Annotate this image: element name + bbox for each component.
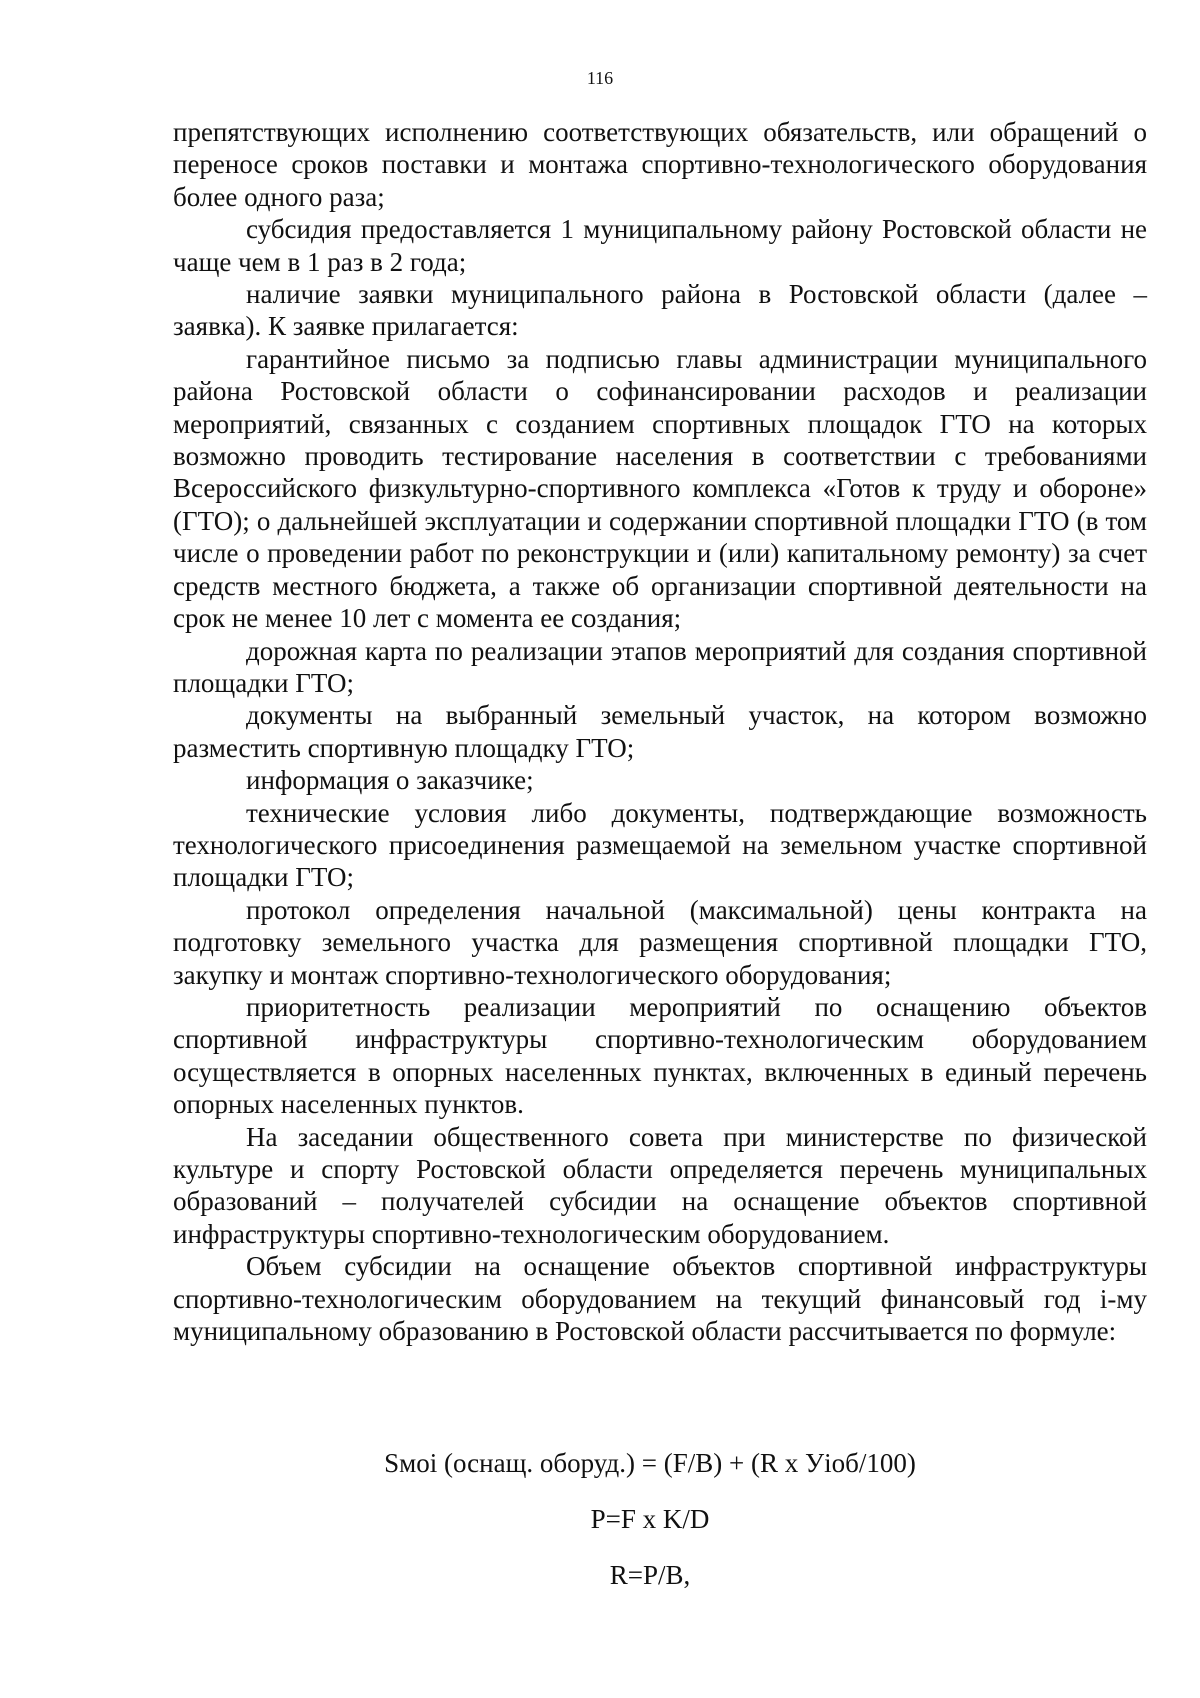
page-number: 116 xyxy=(586,68,614,88)
formula-p: P=F x K/D xyxy=(590,1504,710,1534)
paragraph-application: наличие заявки муниципального района в Ростовской области (далее – заявка). К заявке прилагается: xyxy=(173,279,1147,342)
formula-r: R=P/B, xyxy=(609,1560,691,1590)
formula-block xyxy=(0,1447,1200,1615)
paragraph-subsidy-frequency: субсидия предоставляется 1 муниципальному району Ростовской области не чаще чем в 1 раз в 2 года; xyxy=(173,214,1147,277)
paragraph-land-documents: документы на выбранный земельный участок, на котором возможно разместить спортивную площадку ГТО; xyxy=(173,700,1147,763)
body-text xyxy=(173,116,1147,1347)
paragraph-priority: приоритетность реализации мероприятий по оснащению объектов спортивной инфраструктуры спортивно-технологическим оборудованием осуществляется в опорных населенных пунктах, включенных в единый перечень опорных населенных пунктов. xyxy=(173,991,1147,1120)
paragraph-customer-info: информация о заказчике; xyxy=(246,765,534,796)
paragraph-price-protocol: протокол определения начальной (максимальной) цены контракта на подготовку земельного участка для размещения спортивной площадки ГТО, закупку и монтаж спортивно-технологического оборудования; xyxy=(173,894,1147,990)
paragraph-technical-conditions: технические условия либо документы, подтверждающие возможность технологического присоединения размещаемой на земельном участке спортивной площадки ГТО; xyxy=(173,797,1147,893)
paragraph-subsidy-volume: Объем субсидии на оснащение объектов спортивной инфраструктуры спортивно-технологическим оборудованием на текущий финансовый год i-му муниципальному образованию в Ростовской области рассчитывается по формуле: xyxy=(173,1251,1147,1347)
paragraph-public-council: На заседании общественного совета при министерстве по физической культуре и спорту Ростовской области определяется перечень муниципальных образований – получателей субсидии на оснащение объектов спортивной инфраструктуры спортивно-технологическим оборудованием. xyxy=(173,1121,1147,1249)
paragraph-roadmap: дорожная карта по реализации этапов мероприятий для создания спортивной площадки ГТО; xyxy=(173,635,1147,698)
paragraph-guarantee-letter: гарантийное письмо за подписью главы администрации муниципального района Ростовской области о софинансировании расходов и реализации мероприятий, связанных с созданием спортивных площадок ГТО на которых возможно проводить тестирование населения в соответствии с требованиями Всероссийского физкультурно-спортивного комплекса «Готов к труду и обороне» (ГТО); о дальнейшей эксплуатации и содержании спортивной площадки ГТО (в том числе о проведении работ по реконструкции и (или) капитальному ремонту) за счет средств местного бюджета, а также об организации спортивной деятельности на срок не менее 10 лет с момента ее создания; xyxy=(173,343,1147,634)
paragraph-continuation: препятствующих исполнению соответствующих обязательств, или обращений о переносе сроков поставки и монтажа спортивно-технологического оборудования более одного раза; xyxy=(173,117,1147,212)
formula-subsidy: Sмоi (оснащ. оборуд.) = (F/B) + (R x Уioб/100) xyxy=(384,1448,916,1478)
